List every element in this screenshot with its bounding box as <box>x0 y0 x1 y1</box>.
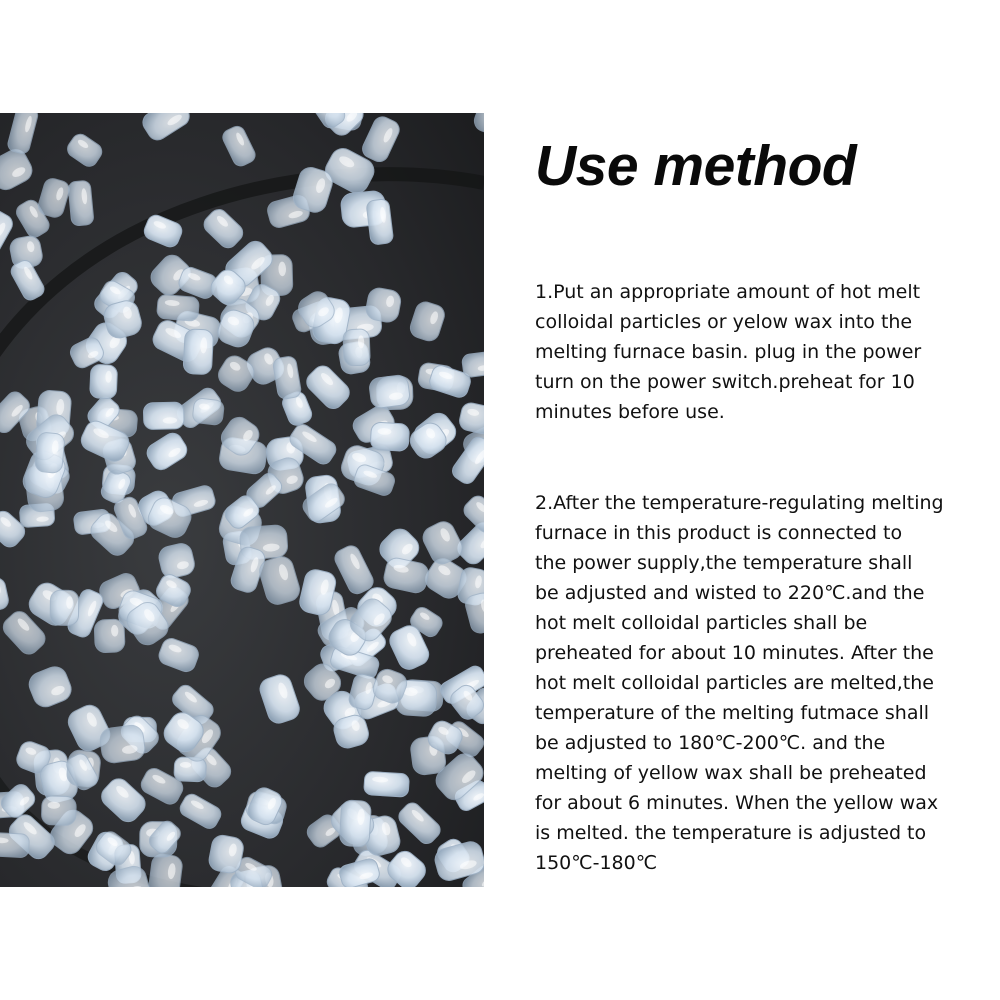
text-line: melting of yellow wax shall be preheated <box>535 762 927 784</box>
text-line: hot melt colloidal particles shall be <box>535 612 868 634</box>
text-line: 2.After the temperature-regulating melting <box>535 492 944 514</box>
granule <box>370 422 410 452</box>
granule <box>90 364 118 399</box>
granule <box>192 398 225 426</box>
text-line: is melted. the temperature is adjusted to <box>535 822 927 844</box>
text-line: hot melt colloidal particles are melted,the <box>535 672 934 694</box>
instruction-step-1 <box>535 277 965 427</box>
product-photo-granules <box>0 113 484 887</box>
granule <box>34 432 65 474</box>
granule <box>364 771 410 797</box>
text-line: turn on the power switch.preheat for 10 <box>535 371 915 393</box>
granule <box>368 374 410 409</box>
text-line: temperature of the melting futmace shall <box>535 702 930 724</box>
granule <box>68 180 94 226</box>
granule <box>41 796 76 826</box>
granules-illustration <box>0 113 484 887</box>
instruction-step-2 <box>535 488 965 878</box>
granule <box>156 294 199 321</box>
granule <box>143 402 184 430</box>
granule <box>343 329 370 366</box>
granule <box>339 800 371 847</box>
text-line: furnace in this product is connected to <box>535 522 903 544</box>
granule <box>183 329 214 375</box>
granule <box>366 199 394 246</box>
text-line: 150℃-180℃ <box>535 852 658 874</box>
text-line: be adjusted and wisted to 220℃.and the <box>535 582 925 604</box>
page-title: Use method <box>535 134 857 198</box>
granule <box>94 619 125 653</box>
granule <box>99 724 147 764</box>
text-line: minutes before use. <box>535 401 725 423</box>
text-line: 1.Put an appropriate amount of hot melt <box>535 281 921 303</box>
granule <box>0 832 30 858</box>
text-line: be adjusted to 180℃-200℃. and the <box>535 732 886 754</box>
text-line: colloidal particles or yelow wax into the <box>535 311 913 333</box>
text-line: melting furnace basin. plug in the power <box>535 341 922 363</box>
text-line: the power supply,the temperature shall <box>535 552 913 574</box>
granule <box>50 590 79 625</box>
text-line: for about 6 minutes. When the yellow wax <box>535 792 939 814</box>
text-line: preheated for about 10 minutes. After the <box>535 642 934 664</box>
